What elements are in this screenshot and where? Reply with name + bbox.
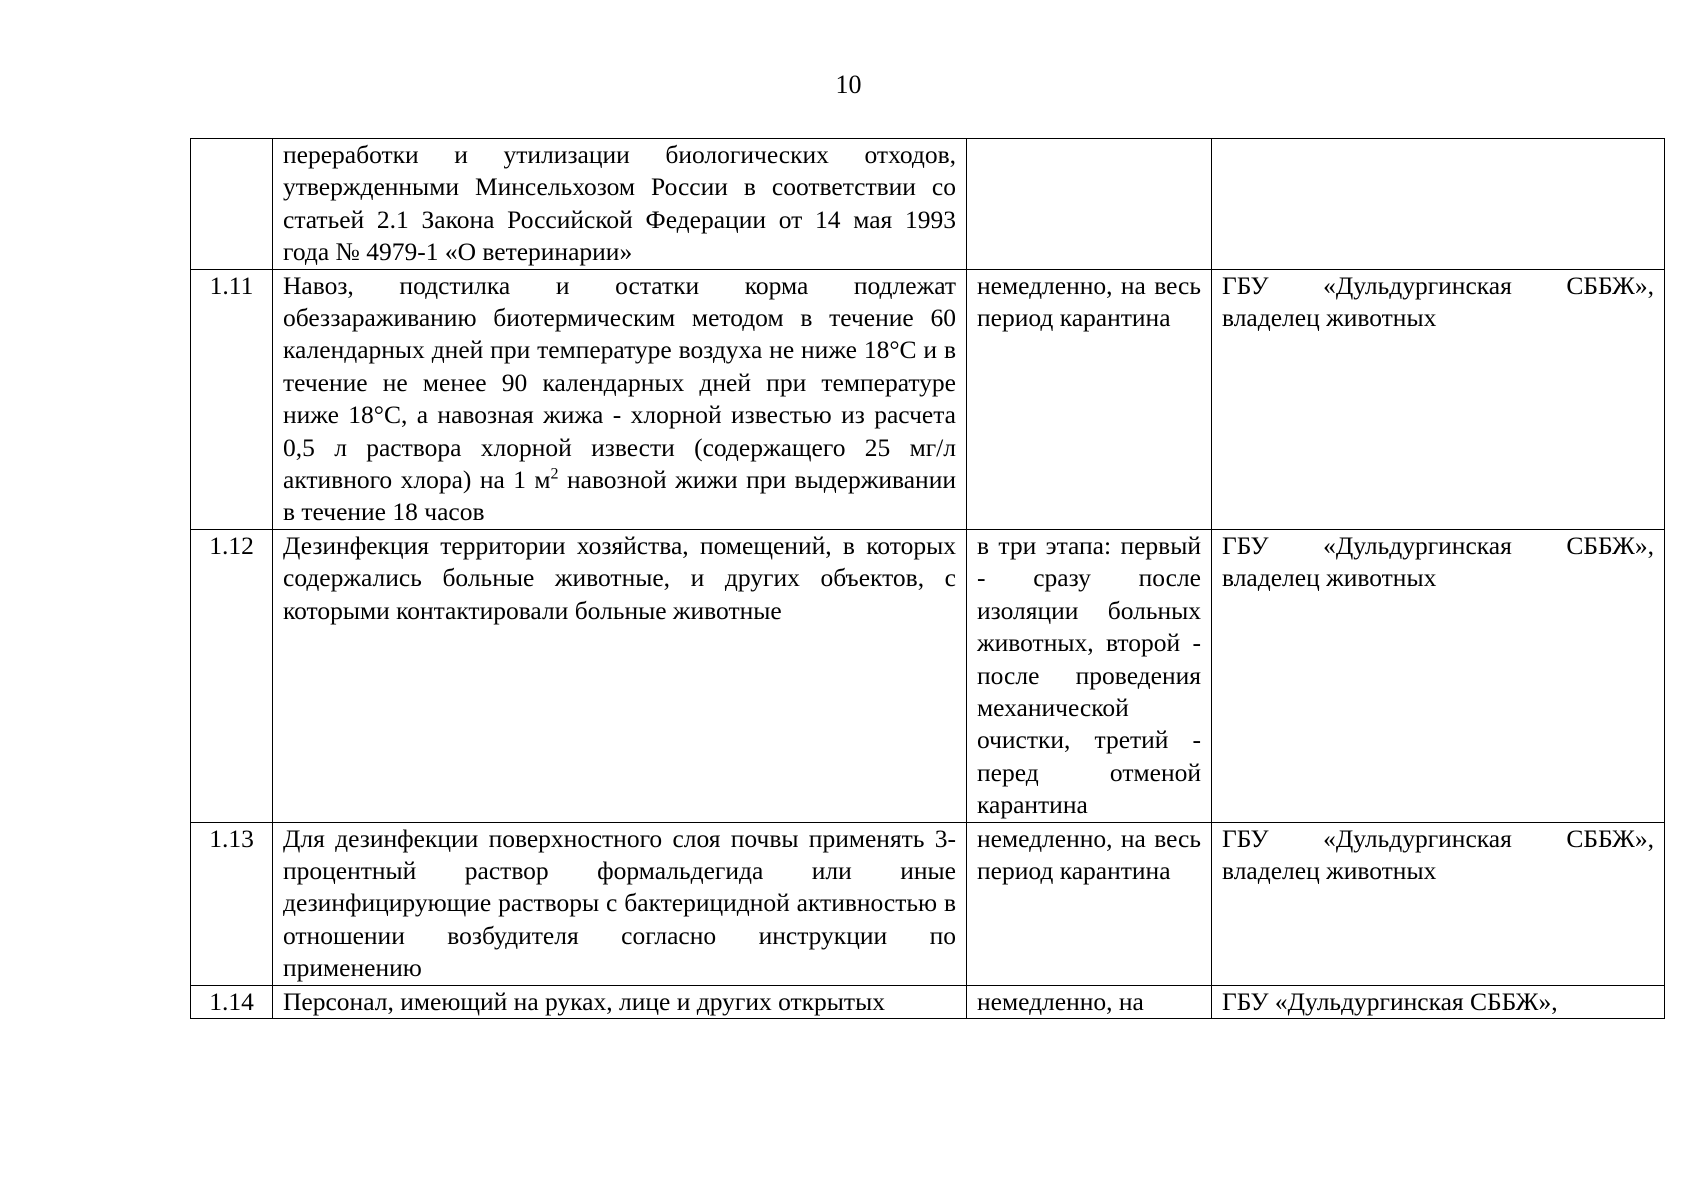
row-number-cell: 1.11	[191, 269, 273, 529]
term-cell: немедленно, на весь период карантина	[967, 269, 1212, 529]
measure-cell: Для дезинфекции поверхностного слоя почвы применять 3-процентный раствор формальдегида или иные дезинфицирующие растворы с бактерицидной активностью в отношении возбудителя согласно инструкции по применению	[273, 822, 967, 985]
measure-cell: Персонал, имеющий на руках, лице и других открытых	[273, 985, 967, 1018]
table-row-1-12	[191, 529, 1665, 822]
measure-text: Навоз, подстилка и остатки корма подлежат обеззараживанию биотермическим методом в течение 60 календарных дней при температуре воздуха не ниже 18°С и в течение не менее 90 календарных дней при температуре ниже 18°С, а навозная жижа - хлорной известью из расчета 0,5 л раствора хлорной извести (содержащего 25 мг/л активного хлора) на 1 м	[283, 270, 956, 495]
table-row-1-13	[191, 822, 1665, 985]
term-cell: немедленно, на весь период карантина	[967, 822, 1212, 985]
term-cell	[967, 139, 1212, 270]
measure-cell	[273, 269, 967, 529]
measure-cell: переработки и утилизации биологических отходов, утвержденными Минсельхозом России в соответствии со статьей 2.1 Закона Российской Федерации от 14 мая 1993 года № 4979-1 «О ветеринарии»	[273, 139, 967, 270]
table-row-1-14	[191, 985, 1665, 1018]
responsible-cell: ГБУ «Дульдургинская СББЖ»,	[1212, 985, 1665, 1018]
responsible-cell: ГБУ «Дульдургинская СББЖ», владелец животных	[1212, 822, 1665, 985]
row-number-cell	[191, 139, 273, 270]
measure-text-continued: навозной жижи при выдерживании в течение 18 часов	[283, 465, 956, 527]
measure-cell: Дезинфекция территории хозяйства, помещений, в которых содержались больные животные, и других объектов, с которыми контактировали больные животные	[273, 529, 967, 822]
term-cell: в три этапа: первый - сразу после изоляции больных животных, второй - после проведения механической очистки, третий - перед отменой карантина	[967, 529, 1212, 822]
superscript: 2	[550, 465, 559, 483]
page-number: 10	[835, 70, 862, 99]
responsible-cell	[1212, 139, 1665, 270]
responsible-cell: ГБУ «Дульдургинская СББЖ», владелец животных	[1212, 269, 1665, 529]
measures-table	[190, 138, 1665, 1019]
responsible-cell: ГБУ «Дульдургинская СББЖ», владелец животных	[1212, 529, 1665, 822]
row-number-cell: 1.13	[191, 822, 273, 985]
term-cell: немедленно, на	[967, 985, 1212, 1018]
table-row-continuation	[191, 139, 1665, 270]
row-number-cell: 1.14	[191, 985, 273, 1018]
row-number-cell: 1.12	[191, 529, 273, 822]
table-row-1-11	[191, 269, 1665, 529]
